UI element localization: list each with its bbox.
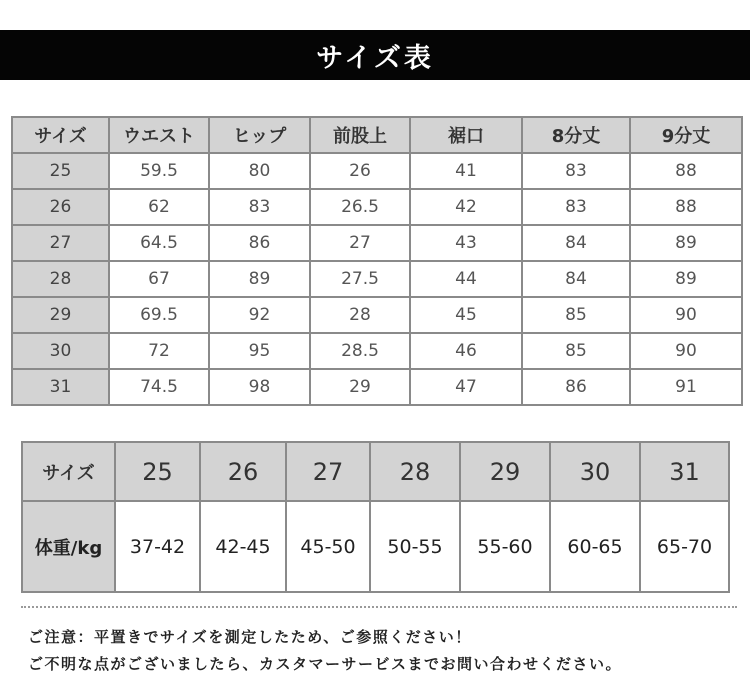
table-cell: 86 [522, 369, 630, 405]
table-row [12, 297, 742, 333]
size-cell: 30 [550, 442, 640, 501]
table-cell: 29 [12, 297, 109, 333]
table-cell: 98 [209, 369, 310, 405]
table-cell: 80 [209, 153, 310, 189]
page-title-banner [0, 30, 750, 80]
table-cell: 91 [630, 369, 742, 405]
table-cell: 28 [310, 297, 410, 333]
measurement-note: ご注意：平置きでサイズを測定したため、ご参照ください！ [28, 628, 472, 646]
table-row [12, 261, 742, 297]
table-row [12, 333, 742, 369]
table-cell: 27 [310, 225, 410, 261]
table-cell: 90 [630, 333, 742, 369]
size-table [11, 116, 743, 406]
table-cell: 84 [522, 225, 630, 261]
table-cell: 85 [522, 333, 630, 369]
table-cell: 88 [630, 153, 742, 189]
header-cell: 8分丈 [522, 117, 630, 153]
size-table-header [12, 117, 742, 153]
table-row [12, 153, 742, 189]
size-cell: 26 [200, 442, 286, 501]
weight-cell: 65-70 [640, 501, 729, 592]
table-cell: 62 [109, 189, 209, 225]
table-cell: 89 [630, 225, 742, 261]
table-cell: 59.5 [109, 153, 209, 189]
table-cell: 88 [630, 189, 742, 225]
table-cell: 25 [12, 153, 109, 189]
table-cell: 67 [109, 261, 209, 297]
weight-table-size-row [22, 442, 729, 501]
table-cell: 26 [12, 189, 109, 225]
weight-cell: 42-45 [200, 501, 286, 592]
weight-table [21, 441, 730, 593]
table-row [12, 225, 742, 261]
table-cell: 90 [630, 297, 742, 333]
table-cell: 86 [209, 225, 310, 261]
table-cell: 92 [209, 297, 310, 333]
header-cell: 前股上 [310, 117, 410, 153]
dotted-divider [21, 606, 737, 608]
weight-table-weight-row [22, 501, 729, 592]
table-cell: 89 [209, 261, 310, 297]
table-cell: 43 [410, 225, 522, 261]
table-cell: 30 [12, 333, 109, 369]
contact-note: ご不明な点がございましたら、カスタマーサービスまでお問い合わせください。 [28, 655, 623, 673]
table-cell: 27 [12, 225, 109, 261]
header-cell: 9分丈 [630, 117, 742, 153]
table-cell: 41 [410, 153, 522, 189]
header-cell: ヒップ [209, 117, 310, 153]
header-cell: 裾口 [410, 117, 522, 153]
table-cell: 45 [410, 297, 522, 333]
table-cell: 95 [209, 333, 310, 369]
table-cell: 72 [109, 333, 209, 369]
table-cell: 83 [522, 153, 630, 189]
table-cell: 44 [410, 261, 522, 297]
table-row [12, 369, 742, 405]
table-cell: 28 [12, 261, 109, 297]
table-cell: 83 [209, 189, 310, 225]
size-label-cell: サイズ [22, 442, 115, 501]
table-cell: 74.5 [109, 369, 209, 405]
size-cell: 25 [115, 442, 200, 501]
table-cell: 29 [310, 369, 410, 405]
size-cell: 31 [640, 442, 729, 501]
weight-cell: 45-50 [286, 501, 370, 592]
table-cell: 42 [410, 189, 522, 225]
table-cell: 83 [522, 189, 630, 225]
weight-cell: 50-55 [370, 501, 460, 592]
size-cell: 29 [460, 442, 550, 501]
table-row [12, 189, 742, 225]
table-cell: 89 [630, 261, 742, 297]
table-cell: 26.5 [310, 189, 410, 225]
header-cell: サイズ [12, 117, 109, 153]
weight-label-cell: 体重/kg [22, 501, 115, 592]
table-cell: 31 [12, 369, 109, 405]
page-title: サイズ表 [316, 42, 434, 74]
weight-cell: 37-42 [115, 501, 200, 592]
table-cell: 26 [310, 153, 410, 189]
table-cell: 46 [410, 333, 522, 369]
table-cell: 47 [410, 369, 522, 405]
table-cell: 28.5 [310, 333, 410, 369]
weight-cell: 60-65 [550, 501, 640, 592]
table-cell: 84 [522, 261, 630, 297]
table-cell: 85 [522, 297, 630, 333]
header-cell: ウエスト [109, 117, 209, 153]
table-cell: 27.5 [310, 261, 410, 297]
weight-cell: 55-60 [460, 501, 550, 592]
table-cell: 69.5 [109, 297, 209, 333]
table-cell: 64.5 [109, 225, 209, 261]
size-cell: 27 [286, 442, 370, 501]
size-cell: 28 [370, 442, 460, 501]
